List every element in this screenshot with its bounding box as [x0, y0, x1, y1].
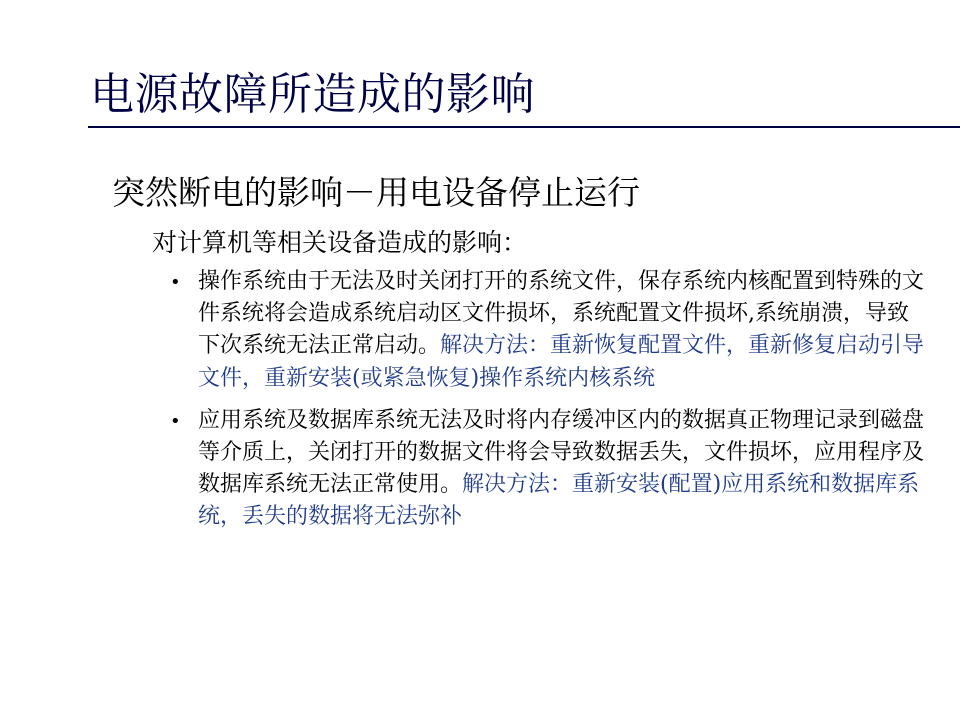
- bullet-dot-icon: •: [170, 410, 181, 432]
- bullet-text: [198, 266, 930, 395]
- main-point: 突然断电的影响－用电设备停止运行: [112, 173, 640, 212]
- bullet-description: 应用系统及数据库系统无法及时将内存缓冲区内的数据真正物理记录到磁盘等介质上，关闭打开的数据文件将会导致数据丢失，文件损坏，应用程序及数据库系统无法正常使用。: [198, 407, 925, 498]
- bullet-list: [170, 266, 930, 544]
- bullet-description: 操作系统由于无法及时关闭打开的系统文件，保存系统内核配置到特殊的文件系统将会造成系统启动区文件损坏，系统配置文件损坏,系统崩溃，导致下次系统无法正常启动。: [198, 269, 925, 359]
- bullet-solution: 解决方法：重新恢复配置文件，重新修复启动引导文件，重新安装(或紧急恢复)操作系统内核系统: [198, 333, 925, 391]
- bullet-dot-icon: •: [170, 272, 181, 293]
- sub-point: 对计算机等相关设备造成的影响：: [152, 228, 528, 257]
- bullet-text: [198, 405, 930, 534]
- title-underline: [88, 126, 960, 128]
- bullet-item-app: [170, 405, 930, 534]
- bullet-solution: 解决方法：重新安装(配置)应用系统和数据库系统，丢失的数据将无法弥补: [198, 472, 920, 530]
- slide-title: 电源故障所造成的影响: [90, 69, 535, 120]
- bullet-item-os: [170, 266, 930, 395]
